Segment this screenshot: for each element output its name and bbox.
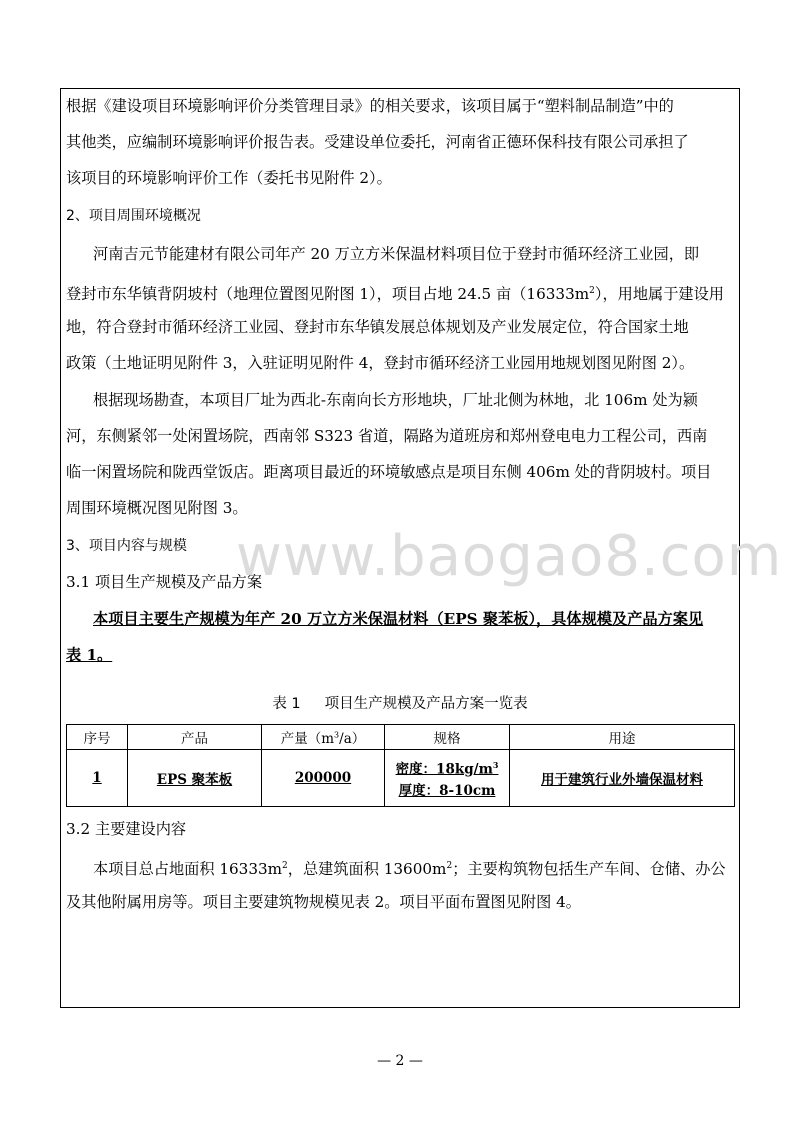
table-header-row (67, 725, 735, 750)
paragraph-line: 政策（土地证明见附件 3，入驻证明见附件 4，登封市循环经济工业园用地规划图见附图 2）。 (66, 354, 695, 372)
cell-spec (385, 750, 510, 807)
paragraph-line: 地，符合登封市循环经济工业园、登封市东华镇发展总体规划及产业发展定位，符合国家土地 (66, 318, 689, 336)
paragraph-line-emphasis: 表 1。 (66, 646, 113, 664)
paragraph-line: 河南吉元节能建材有限公司年产 20 万立方米保温材料项目位于登封市循环经济工业园，即 (93, 245, 700, 263)
paragraph-line-emphasis: 本项目主要生产规模为年产 20 万立方米保温材料（EPS 聚苯板），具体规模及产品方案见 (93, 610, 704, 628)
subsection-heading-3-2: 3.2 主要建设内容 (66, 820, 187, 838)
header-output: 产量$(m^3/a)$ (262, 725, 385, 750)
superscript: 2 (589, 286, 595, 296)
header-use: 用途 (510, 725, 735, 750)
header-product: 产品 (128, 725, 262, 750)
table-number: 表 1 (272, 696, 301, 712)
header-seq: 序号 (67, 725, 128, 750)
cell-seq: 1 (67, 750, 128, 807)
paragraph-line: 周围环境概况图见附图 3。 (66, 499, 248, 517)
paragraph-line: 根据现场勘查，本项目厂址为西北-东南向长方形地块，厂址北侧为林地，北 106m 处为颍 (93, 391, 698, 409)
header-spec: 规格 (385, 725, 510, 750)
paragraph-line: 临一闲置场院和陇西堂饭店。距离项目最近的环境敏感点是项目东侧 406m 处的背阴坡村。项目 (66, 463, 712, 481)
table-row (67, 750, 735, 807)
cell-product: EPS 聚苯板 (128, 750, 262, 807)
section-heading-3: 3、项目内容与规模 (66, 538, 187, 554)
page-number: — 2 — (377, 1053, 423, 1069)
watermark: www.baogao8.com (236, 524, 783, 589)
subsection-heading-3-1: 3.1 项目生产规模及产品方案 (66, 573, 263, 591)
paragraph-line: 根据《建设项目环境影响评价分类管理目录》的相关要求，该项目属于“塑料制品制造”中的 (66, 97, 674, 115)
paragraph-line: 河，东侧紧邻一处闲置场院，西南邻 S323 省道，隔路为道班房和郑州登电电力工程公司，西南 (66, 427, 708, 445)
paragraph-line: 其他类，应编制环境影响评价报告表。受建设单位委托，河南省正德环保科技有限公司承担了 (66, 133, 689, 151)
paragraph-line: 及其他附属用房等。项目主要建筑物规模见表 2。项目平面布置图见附图 4。 (66, 893, 581, 911)
spec-thickness: 厚度：8-10cm (398, 783, 496, 800)
paragraph-line: 本项目总占地面积 $16333m^2$，总建筑面积 $13600m^2$；主要构筑物包括生产车间、仓储、办公 (93, 860, 726, 879)
table-title: 项目生产规模及产品方案一览表 (324, 696, 528, 712)
section-heading-2: 2、项目周围环境概况 (66, 208, 201, 224)
spec-density: 密度：$18kg/m^3$ (395, 759, 499, 778)
table-caption (0, 692, 800, 713)
paragraph-line: 该项目的环境影响评价工作（委托书见附件 2）。 (66, 169, 392, 187)
paragraph-line: 登封市东华镇背阴坡村（地理位置图见附图 1），项目占地 24.5 亩$(16333m^2)$，用地属于建设用 (66, 285, 724, 304)
cell-use: 用于建筑行业外墙保温材料 (510, 750, 735, 807)
product-table (66, 724, 735, 807)
cell-output: 200000 (262, 750, 385, 807)
